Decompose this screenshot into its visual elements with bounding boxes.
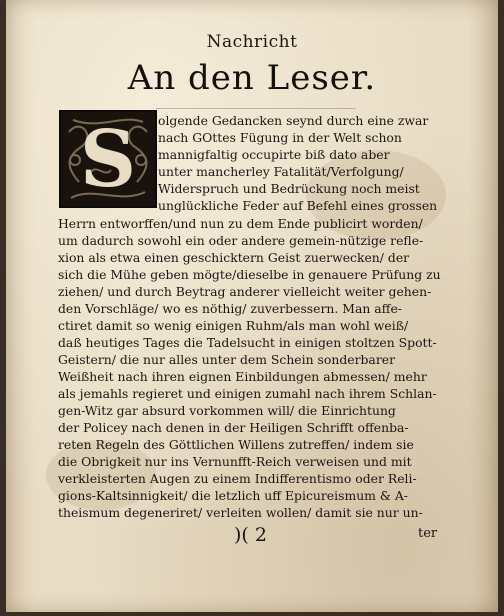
initial-letter: S	[79, 113, 137, 205]
text-line: gions-Kaltsinnigkeit/ die letzlich uff Epicureismum & A-	[58, 488, 408, 503]
text-line: Widerspruch und Bedrückung noch meist	[158, 181, 420, 196]
catchword: ter	[418, 526, 438, 541]
text-line: Geistern/ die nur alles unter dem Schein sonderbarer	[58, 352, 396, 367]
heading-small: Nachricht	[206, 32, 298, 52]
text-line: daß heutiges Tages die Tadelsucht in einigen stoltzen Spott-	[58, 335, 437, 350]
text-line: die Obrigkeit nur ins Vernunfft-Reich verweisen und mit	[58, 454, 412, 469]
text-line: ctiret damit so wenig einigen Ruhm/als man wohl weiß/	[58, 318, 409, 333]
text-line: Weißheit nach ihren eignen Einbildungen abmessen/ mehr	[58, 369, 427, 384]
text-line: xion als etwa einen geschicktern Geist zuerwecken/ der	[58, 250, 410, 265]
text-line: den Vorschläge/ wo es nöthig/ zuverbessern. Man affe-	[58, 301, 402, 316]
text-line: der Policey nach denen in der Heiligen Schrifft offenba-	[58, 420, 409, 435]
text-line: mannigfaltig occupirte biß dato aber	[158, 147, 390, 162]
text-line: als jemahls regieret und einigen zumahl nach ihrem Schlan-	[58, 386, 437, 401]
text-line: ziehen/ und durch Beytrag anderer vielleicht weiter gehen-	[58, 284, 432, 299]
text-line: sich die Mühe geben mögte/dieselbe in genauere Prüfung zu	[58, 267, 441, 282]
text-line: unglückliche Feder auf Befehl eines grossen	[158, 198, 438, 213]
text-line: nach GOttes Fügung in der Welt schon	[158, 130, 402, 145]
text-line: theismum degeneriret/ verleiten wollen/ damit sie nur un-	[58, 505, 423, 520]
text-line: unter mancherley Fatalität/Verfolgung/	[158, 164, 404, 179]
text-line: olgende Gedancken seynd durch eine zwar	[158, 113, 429, 128]
heading-large: An den Leser.	[127, 58, 377, 98]
text-line: um dadurch sowohl ein oder andere gemein-nützige refle-	[58, 233, 424, 248]
text-line: Herrn entworffen/und nun zu dem Ende publicirt worden/	[58, 216, 423, 231]
body-text	[6, 0, 498, 612]
document-page	[6, 0, 498, 612]
signature-mark: )( 2	[234, 524, 267, 546]
text-line: verkleisterten Augen zu einem Indifferentismo oder Reli-	[58, 471, 417, 486]
text-line: reten Regeln des Göttlichen Willens zutreffen/ indem sie	[58, 437, 414, 452]
text-line: gen-Witz gar absurd vorkommen will/ die Einrichtung	[58, 403, 396, 418]
